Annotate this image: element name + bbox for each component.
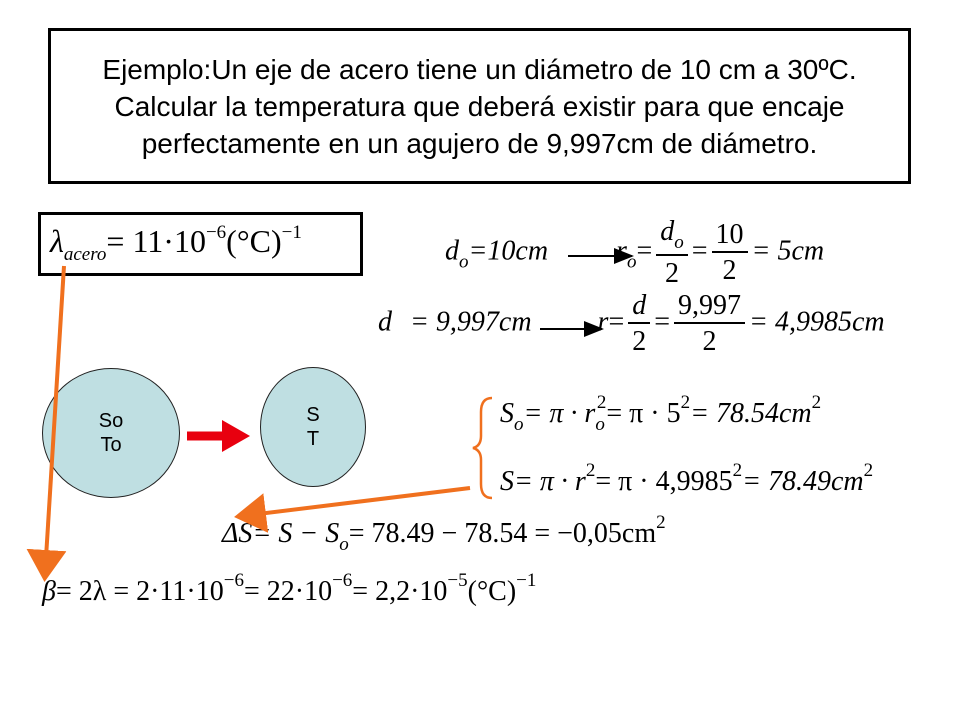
area-final-r-sup: 2 <box>585 460 596 481</box>
lambda-subscript: acero <box>63 244 107 265</box>
eq-do-result: = 5cm <box>751 235 825 267</box>
eq-d-eq2: = <box>654 306 671 338</box>
eq-do-frac1-num-sub: o <box>674 232 684 253</box>
area-initial-r-sub: o <box>595 414 605 435</box>
eq-do-frac1-den: 2 <box>665 258 679 289</box>
area-final-result-sup: 2 <box>863 460 874 481</box>
initial-circle-line2: To <box>100 434 122 456</box>
area-final-lhs: S <box>500 466 514 497</box>
eq-d-result: = 4,9985cm <box>749 306 885 338</box>
delta-s-expr: = S − S <box>252 518 340 549</box>
eq-d-r: r <box>597 306 609 338</box>
area-initial-expr2: = π · 5 <box>606 398 681 429</box>
beta-expr3: = 2,2·10 <box>352 576 448 607</box>
orange-arrow-to-beta <box>45 266 64 574</box>
lambda-exp: −6 <box>205 222 227 243</box>
delta-s-lhs: ΔS <box>222 518 253 549</box>
eq-do-frac2-den: 2 <box>722 255 737 286</box>
eq-do-r-sub: o <box>626 251 637 273</box>
area-initial-result: = 78.54cm <box>690 398 812 429</box>
eq-do-lhs: d <box>445 235 459 267</box>
eq-do-lhs-sub: o <box>459 251 469 273</box>
beta-unit: (°C) <box>467 576 517 607</box>
eq-do-frac1-num: d <box>660 216 675 247</box>
eq-d-frac2-num: 9,997 <box>678 290 742 321</box>
beta-lhs: β <box>42 576 56 607</box>
delta-s-sub: o <box>339 534 349 555</box>
area-brace <box>473 398 492 498</box>
area-initial-r-sup: 2 <box>596 392 607 413</box>
beta-exp2: −6 <box>332 570 353 591</box>
area-final-result: = 78.49cm <box>742 466 864 497</box>
area-final-expr2: = π · 4,9985 <box>595 466 733 497</box>
area-initial-lhs: S <box>500 398 514 429</box>
eq-do-r: r <box>616 235 627 267</box>
beta-exp1: −6 <box>223 570 244 591</box>
area-initial-result-sup: 2 <box>811 392 822 413</box>
eq-do-mid: =10cm <box>468 235 549 267</box>
delta-s-result: = 78.49 − 78.54 = −0,05cm <box>348 518 657 549</box>
final-circle-line1: S <box>306 404 320 426</box>
eq-d-lhs: d <box>378 306 392 338</box>
eq-do-eq2: = <box>691 235 708 267</box>
area-final-expr: = π · r <box>514 466 586 497</box>
lambda-symbol: λ <box>50 223 64 259</box>
beta-exp3: −5 <box>447 570 468 591</box>
problem-text: Ejemplo:Un eje de acero tiene un diámetro de 10 cm a 30ºC. Calcular la temperatura que deberá existir para que encaje perfectamente en un agujero de 9,997cm de diámetro. <box>102 53 857 159</box>
orange-arrow-to-delta <box>242 488 470 516</box>
eq-d-frac2-den: 2 <box>702 326 717 357</box>
area-initial-expr: = π · r <box>523 398 596 429</box>
eq-d-mid: = 9,997cm <box>410 306 532 338</box>
area-initial-sup2: 2 <box>680 392 691 413</box>
lambda-unit: (°C) <box>226 223 282 259</box>
eq-do-eq1: = <box>636 235 653 267</box>
eq-d-frac1-num: d <box>632 290 647 321</box>
eq-do-frac2-num: 10 <box>715 219 744 250</box>
beta-expr2: = 22·10 <box>243 576 333 607</box>
final-circle-line2: T <box>306 428 320 450</box>
beta-unit-exp: −1 <box>516 570 537 591</box>
eq-d-frac1-den: 2 <box>632 326 647 357</box>
delta-s-result-sup: 2 <box>656 512 666 533</box>
eq-d-eq1: = <box>608 306 625 338</box>
beta-expr: = 2λ = 2·11·10 <box>55 576 224 607</box>
lambda-rhs: = 11·10 <box>106 223 206 259</box>
red-arrow-head <box>222 420 250 452</box>
lambda-unit-exp: −1 <box>281 222 302 243</box>
area-final-sup2: 2 <box>732 460 743 481</box>
initial-circle-line1: So <box>98 410 124 432</box>
area-initial-lhs-sub: o <box>514 414 524 435</box>
